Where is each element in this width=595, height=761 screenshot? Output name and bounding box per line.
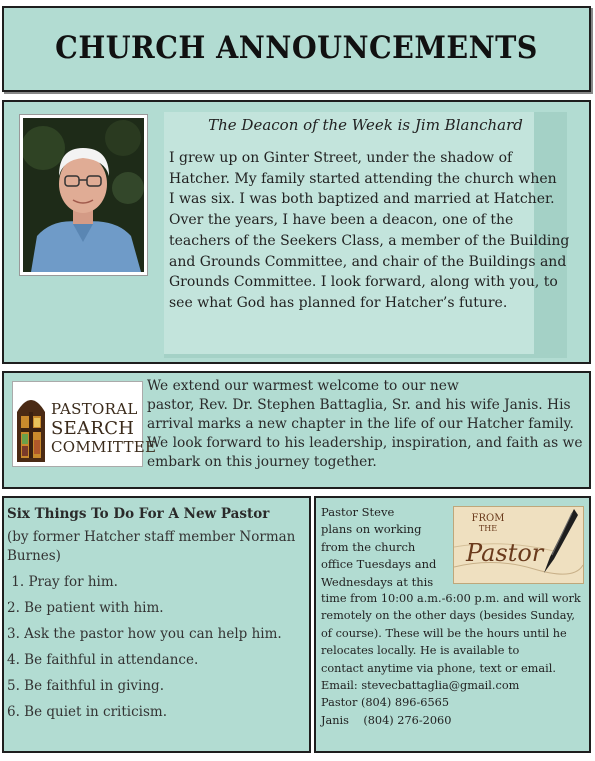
welcome-line: embark on this journey together. <box>147 454 377 470</box>
bio-line: teachers of the Seekers Class, a member of the Building <box>169 232 570 249</box>
panel-backdrop-lower <box>164 318 534 354</box>
bio-line: and Grounds Committee, and chair of the Buildings and <box>169 253 567 270</box>
pastoral-search-committee-logo <box>12 381 157 467</box>
janis-phone: Janis (804) 276-2060 <box>321 713 452 727</box>
pastor-line: of course). These will be the hours until he <box>321 626 567 640</box>
pastor-phone: Pastor (804) 896-6565 <box>321 696 450 710</box>
bio-line: I grew up on Ginter Street, under the shadow of <box>169 150 513 166</box>
six-things-section <box>2 496 311 753</box>
welcome-line: pastor, Rev. Dr. Stephen Battaglia, Sr. and his wife Janis. His <box>147 397 571 413</box>
pastor-hours-details <box>321 590 589 729</box>
pastor-line: remotely on the other days (besides Sunday, <box>321 609 575 623</box>
bio-line: Hatcher. My family started attending the church when <box>169 170 557 187</box>
image-text: FROM <box>471 513 505 524</box>
six-things-list <box>7 574 282 730</box>
pastor-line: plans on working <box>321 522 422 537</box>
bio-line: I was six. I was both baptized and married at Hatcher. <box>169 191 555 208</box>
pastor-line: contact anytime via phone, text or email. <box>321 661 556 675</box>
pastor-line: from the church <box>321 539 416 554</box>
list-item: 2. Be patient with him. <box>7 600 164 616</box>
bio-line: Grounds Committee. I look forward, along with you, to <box>169 274 558 291</box>
deacon-photo-frame <box>19 114 148 276</box>
welcome-message <box>147 377 587 472</box>
pastor-email: Email: stevecbattaglia@gmail.com <box>321 679 520 693</box>
list-item: 3. Ask the pastor how you can help him. <box>7 626 282 642</box>
list-item: 4. Be faithful in attendance. <box>7 652 199 668</box>
six-things-title: Six Things To Do For A New Pastor <box>7 506 270 522</box>
pastor-line: Wednesdays at this <box>321 574 434 589</box>
deacon-photo <box>23 118 144 272</box>
deacon-bio <box>169 148 570 314</box>
pastor-line: time from 10:00 a.m.-6:00 p.m. and will work <box>321 592 581 605</box>
announcements-header <box>2 6 591 92</box>
deacon-text-panel <box>164 112 570 358</box>
bio-line: Over the years, I have been a deacon, one of the <box>169 212 514 229</box>
bio-line: see what God has planned for Hatcher’s future. <box>169 294 508 311</box>
list-item: 5. Be faithful in giving. <box>7 678 164 694</box>
pastor-line: Pastor Steve <box>321 505 395 519</box>
pastor-line: office Tuesdays and <box>321 557 437 572</box>
list-item: 1. Pray for him. <box>7 574 118 590</box>
welcome-line: We extend our warmest welcome to our new <box>147 378 459 394</box>
welcome-pastor-section <box>2 371 591 489</box>
image-text: THE <box>478 524 498 533</box>
pastor-hours-section <box>314 496 591 753</box>
logo-text-line: SEARCH <box>51 418 135 439</box>
welcome-line: We look forward to his leadership, inspiration, and faith as we <box>147 435 583 451</box>
image-script-text: Pastor <box>466 539 544 567</box>
six-things-subtitle: (by former Hatcher staff member Norman Burnes) <box>7 529 296 564</box>
logo-text-line: PASTORAL <box>51 400 138 418</box>
logo-text-line: COMMITTEE <box>51 438 157 456</box>
deacon-title: The Deacon of the Week is Jim Blanchard <box>208 116 523 134</box>
from-the-pastor-image <box>453 506 584 584</box>
deacon-portrait-image <box>23 118 144 272</box>
deacon-of-week-section <box>2 100 591 364</box>
pastor-line: relocates locally. He is available to <box>321 644 520 658</box>
page-title: CHURCH ANNOUNCEMENTS <box>55 30 538 66</box>
welcome-line: arrival marks a new chapter in the life of our Hatcher family. <box>147 416 574 432</box>
list-item: 6. Be quiet in criticism. <box>7 704 168 720</box>
pastor-intro <box>321 504 439 591</box>
